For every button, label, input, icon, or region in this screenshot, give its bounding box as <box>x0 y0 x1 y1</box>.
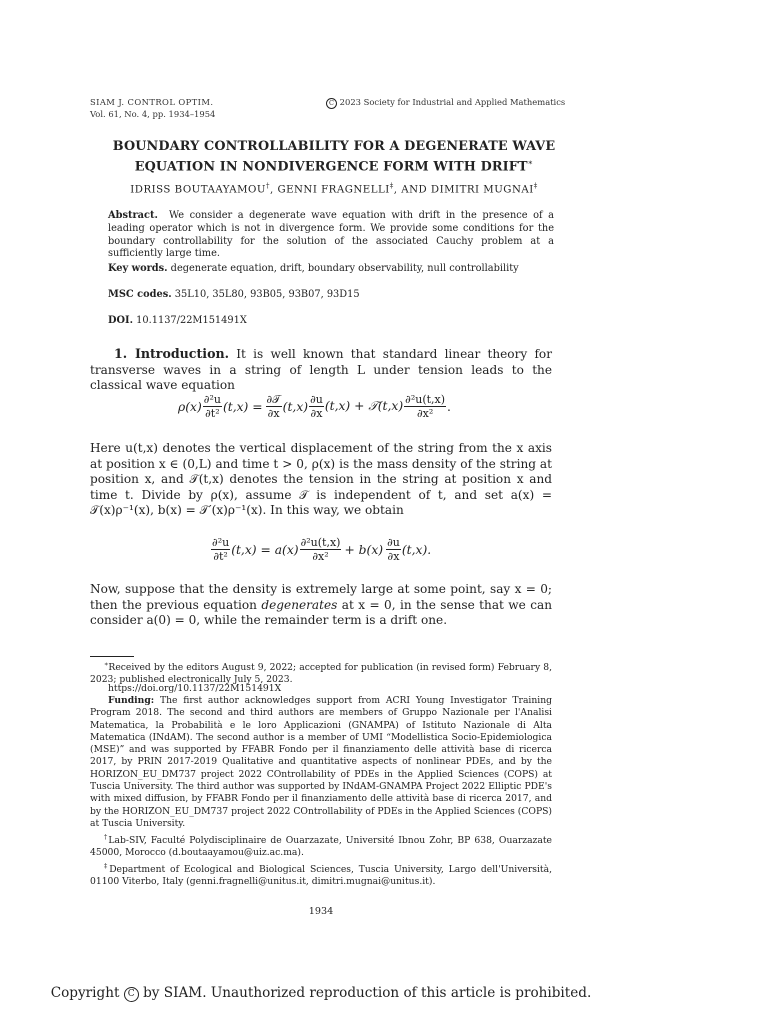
doi-label: DOI. <box>108 315 134 326</box>
title-line-2 <box>90 155 578 175</box>
footer-prefix: Copyright <box>50 985 120 1001</box>
eq1-frac-3-den: ∂x <box>310 407 323 420</box>
title-footnote-mark: ∗ <box>527 158 534 167</box>
page-number: 1934 <box>308 906 334 917</box>
author-list <box>90 182 578 195</box>
eq1-args-2: (t,x) <box>282 399 309 414</box>
journal-volume: Vol. 61, No. 4, pp. 1934–1954 <box>90 109 216 119</box>
eq1-frac-3 <box>309 393 324 420</box>
doi <box>108 315 554 328</box>
eq2-mid: + b(x) <box>344 542 384 557</box>
eq1-frac-3-num: ∂u <box>310 393 323 406</box>
copyright-text: 2023 Society for Industrial and Applied Mathematics <box>339 97 566 107</box>
author-1: IDRISS BOUTAAYAMOU <box>130 184 266 196</box>
journal-header <box>90 96 215 120</box>
msc-label: MSC codes. <box>108 289 172 300</box>
copyright-header <box>326 96 565 109</box>
doi-url-link[interactable]: https://doi.org/10.1137/22M151491X <box>108 683 282 694</box>
eq1-frac-4-num: ∂²u(t,x) <box>405 393 446 406</box>
intro-p1-text: It is well known that standard linear theory for transverse waves in a string of length L under tension leads to the classical wave equation <box>90 347 552 392</box>
eq1-frac-1-num: ∂²u <box>203 393 221 406</box>
msc-text: 35L10, 35L80, 93B05, 93B07, 93D15 <box>174 289 360 300</box>
eq2-frac-3-num: ∂u <box>387 536 400 549</box>
equation-2 <box>210 536 431 563</box>
equation-1 <box>178 393 451 420</box>
eq1-rho: ρ(x) <box>178 399 202 414</box>
footnote-2-mark: † <box>104 833 109 841</box>
footnote-funding <box>90 695 552 830</box>
footnote-2-text: Lab-SIV, Faculté Polydisciplinaire de Ouarzazate, Université Ibnou Zohr, BP 638, Ouarzazate 45000, Morocco (d.boutaayamou@uiz.ac.ma). <box>90 835 552 859</box>
eq1-frac-4-den: ∂x² <box>416 407 434 420</box>
intro-paragraph-2 <box>90 441 552 519</box>
footnote-affiliation-2 <box>90 860 552 889</box>
eq2-frac-2-den: ∂x² <box>312 550 329 563</box>
intro-p3-emphasis: degenerates <box>261 597 338 612</box>
footnote-doi-url[interactable] <box>108 683 552 695</box>
abstract <box>108 210 554 261</box>
abstract-label: Abstract. <box>108 210 158 221</box>
journal-name: SIAM J. CONTROL OPTIM. <box>90 97 214 107</box>
msc-codes <box>108 289 554 302</box>
paper-title <box>90 139 578 175</box>
eq1-frac-2-den: ∂x <box>267 407 280 420</box>
author-3: , AND DIMITRI MUGNAI <box>393 184 534 196</box>
footer-text: by SIAM. Unauthorized reproduction of this article is prohibited. <box>143 985 592 1001</box>
copyright-icon: C <box>326 98 337 109</box>
eq2-frac-3 <box>386 536 401 563</box>
title-line-1: BOUNDARY CONTROLLABILITY FOR A DEGENERATE WAVE <box>112 139 556 154</box>
intro-paragraph-1 <box>90 346 552 394</box>
keywords <box>108 263 554 276</box>
author-2-mark: ‡ <box>389 182 394 190</box>
eq1-frac-2-num: ∂𝒯 <box>266 393 281 406</box>
eq2-frac-1 <box>211 536 230 563</box>
eq1-args-1: (t,x) = <box>222 399 263 414</box>
footnote-3-mark: ‡ <box>104 862 110 870</box>
eq1-frac-1-den: ∂t² <box>205 407 220 420</box>
eq2-args-1: (t,x) = a(x) <box>231 542 299 557</box>
eq1-frac-4 <box>404 393 446 420</box>
abstract-text: We consider a degenerate wave equation with drift in the presence of a leading operator which is not in divergence form. We provide some conditions for the boundary controllability for the solution of the associated Cauchy problem at a sufficiently large time. <box>108 210 555 260</box>
eq2-frac-3-den: ∂x <box>387 550 400 563</box>
footer-copyright-icon: C <box>124 987 139 1002</box>
eq1-frac-2 <box>266 393 282 420</box>
funding-text: The first author acknowledges support from ACRI Young Investigator Training Program 2018. The second and third authors are members of Gruppo Nazionale per l'Analisi Matematica, la Probabilità e le loro Applicazioni (GNAMPA) of Istituto Nazionale di Alta Matematica (INdAM). The second author is a member of UMI “Modellistica Socio-Epidemiologica (MSE)” and was supported by FFABR Fondo per il finanziamento delle attività base di ricerca 2017, by PRIN 2017-2019 Qualitative and quantitative aspects of nonlinear PDEs, and by the HORIZON_EU_DM737 project 2022 COntrollability of PDEs in the Applied Sciences (COPS) at Tuscia University. The third author was supported by INdAM-GNAMPA Project 2022 Elliptic PDE's with mixed diffusion, by FFABR Fondo per il finanziamento delle attività base di ricerca 2017, and by the HORIZON_EU_DM737 project 2022 COntrollability of PDEs in the Applied Sciences (COPS) at Tuscia University. <box>90 695 553 829</box>
author-1-mark: † <box>265 182 270 190</box>
footnote-rule <box>90 656 134 657</box>
section-heading: 1. Introduction. <box>114 346 230 361</box>
footnote-1-text: Received by the editors August 9, 2022; accepted for publication (in revised form) February 8, 2023; published electronically July 5, 2023. <box>90 662 552 686</box>
intro-p3b: at x = 0, in the sense that we can consider a(0) = 0, while the remainder term is a drift one. <box>90 597 552 627</box>
funding-label: Funding: <box>108 695 155 706</box>
doi-text: 10.1137/22M151491X <box>136 315 247 326</box>
author-2: , GENNI FRAGNELLI <box>269 184 390 196</box>
footnote-affiliation-1 <box>90 831 552 860</box>
title-line-2-text: EQUATION IN NONDIVERGENCE FORM WITH DRIFT <box>134 159 528 175</box>
eq2-frac-1-den: ∂t² <box>213 550 228 563</box>
copyright-footer <box>0 985 642 1002</box>
eq1-period: . <box>447 399 451 414</box>
keywords-label: Key words. <box>108 263 168 274</box>
author-3-mark: ‡ <box>533 182 538 190</box>
footnote-3-text: Department of Ecological and Biological Sciences, Tuscia University, Largo dell'Università, 01100 Viterbo, Italy (genni.fragnelli@unitus.it, dimitri.mugnai@unitus.it). <box>90 864 552 888</box>
eq1-frac-1 <box>203 393 222 420</box>
keywords-text: degenerate equation, drift, boundary observability, null controllability <box>170 263 519 274</box>
eq2-frac-2-num: ∂²u(t,x) <box>300 536 341 549</box>
footnote-1-mark: ∗ <box>104 660 109 668</box>
eq2-frac-2 <box>300 536 342 563</box>
intro-p2-text: Here u(t,x) denotes the vertical displacement of the string from the x axis at position x ∈ (0,L) and time t > 0, ρ(x) is the mass density of the string at position x, and 𝒯(t,x) denotes the tension in the string at position x and time t. Divide by ρ(x), assume 𝒯 is independent of t, and set a(x) = 𝒯(x)ρ⁻¹(x), b(x) = 𝒯′(x)ρ⁻¹(x). In this way, we obtain <box>90 441 552 517</box>
eq2-args-3: (t,x). <box>401 542 432 557</box>
intro-paragraph-3 <box>90 582 552 629</box>
eq2-frac-1-num: ∂²u <box>212 536 230 549</box>
eq1-args-3: (t,x) + 𝒯(t,x) <box>324 399 404 413</box>
intro-p3a: Now, suppose that the density is extremely large at some point, say x = 0; then the previous equation <box>90 582 552 612</box>
